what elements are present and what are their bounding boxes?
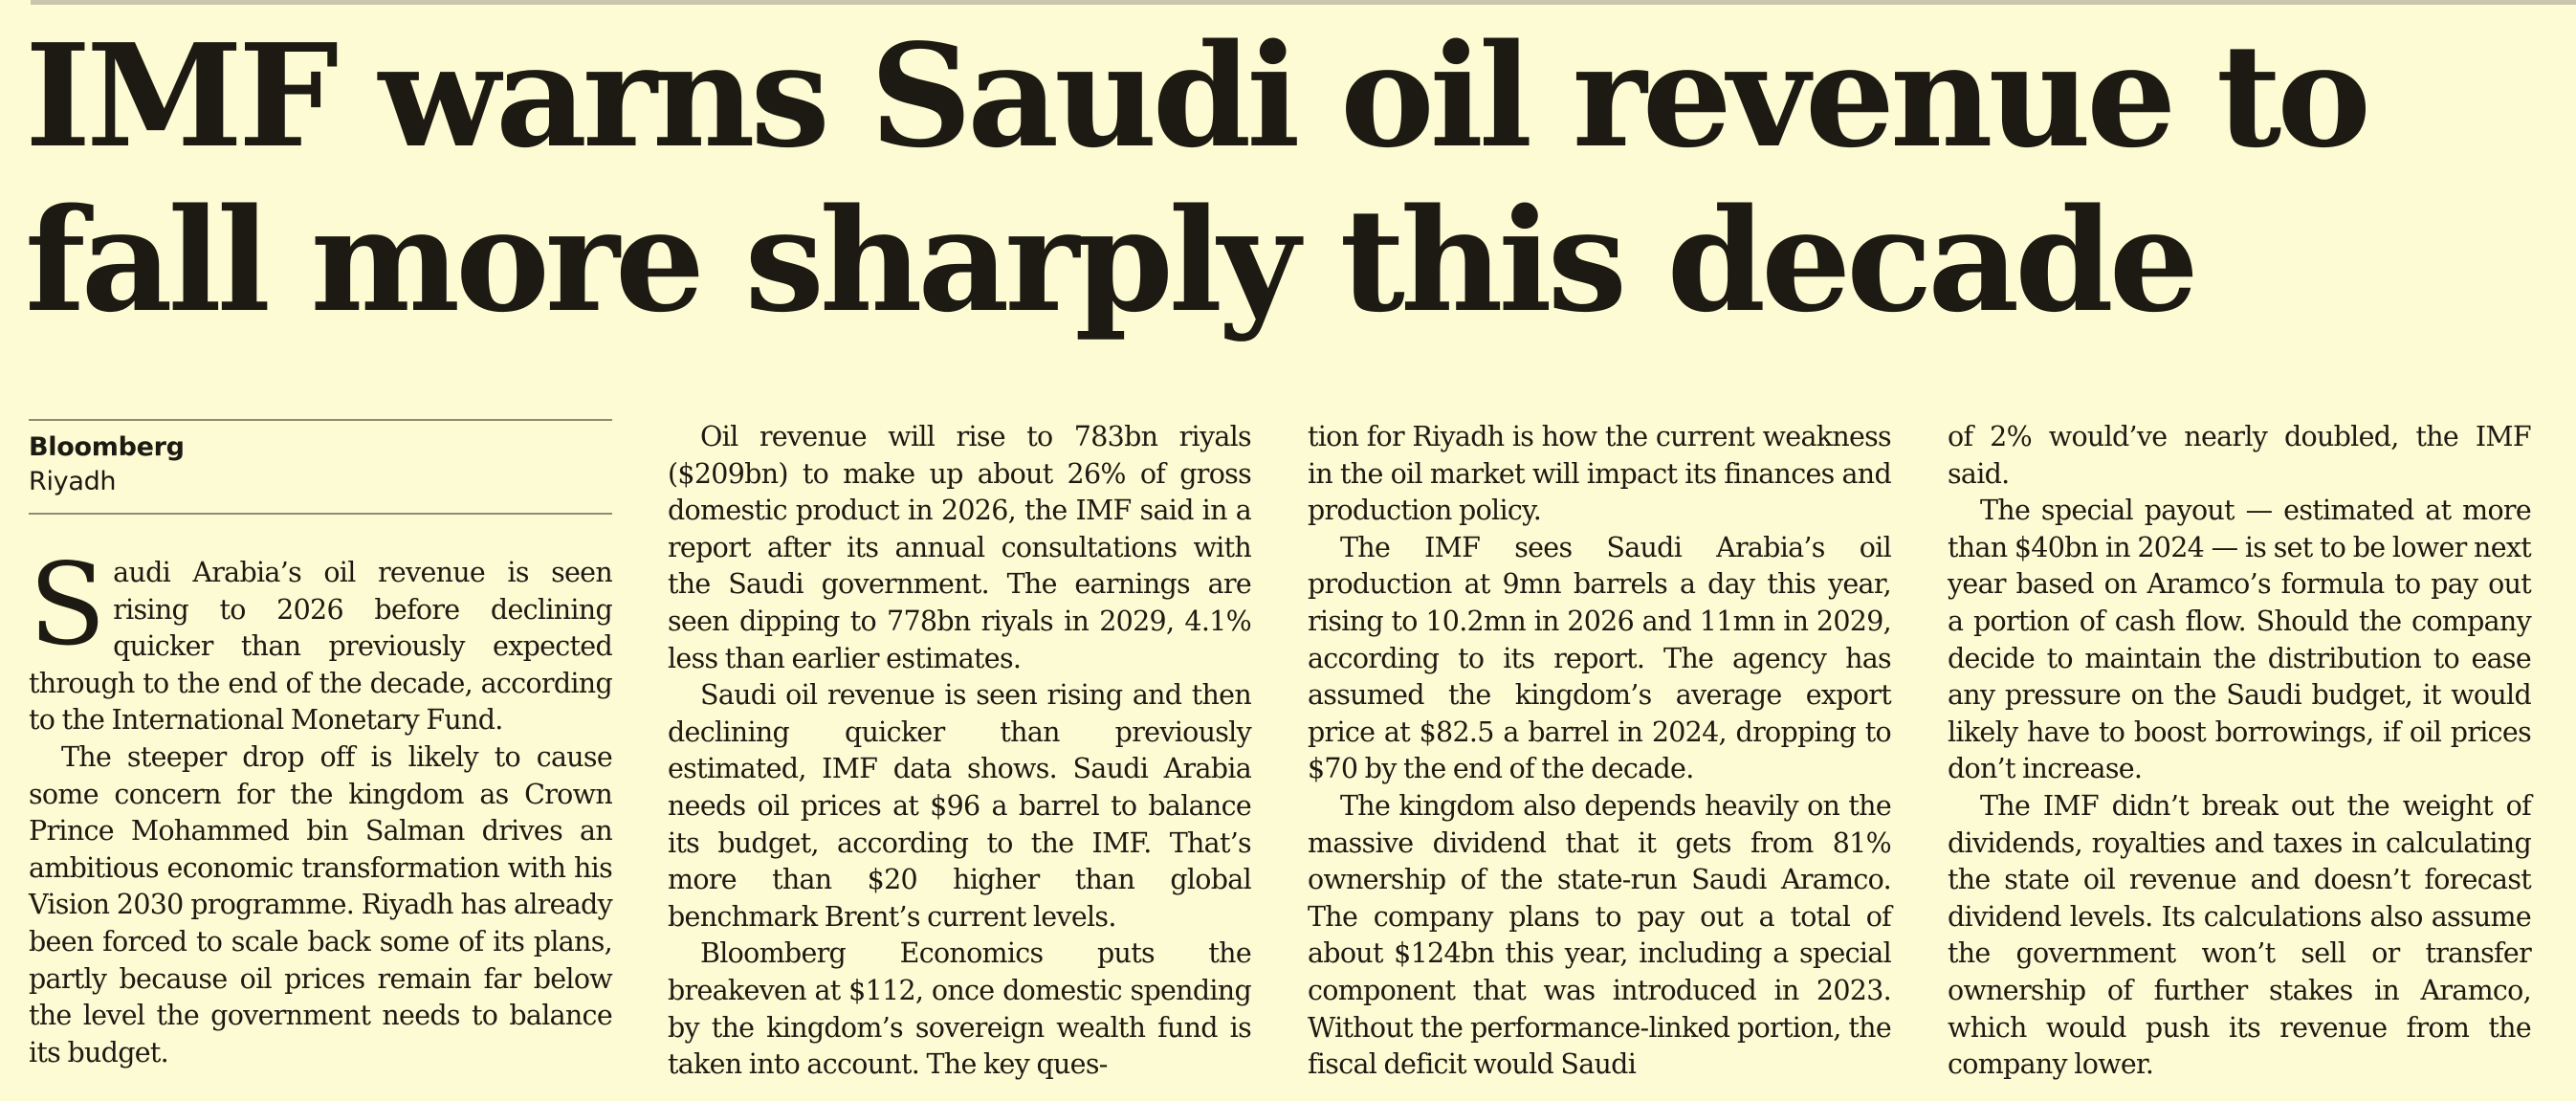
paragraph-1 [29,539,612,739]
byline-source: Bloomberg [29,432,185,462]
top-rule [31,0,2576,5]
drop-cap: S [29,539,106,671]
paragraph-7-part-1: The kingdom also depends heavily on the massive dividend that it gets from 81% ownership of the state-run Saudi Aramco. The company plans to pay out a total of about $124bn this year, including a special component that was introduced in 2023. Without the performance-linked portion, the fiscal deficit would Saudi [1308,789,1891,1081]
byline [29,419,612,515]
paragraph-4: Saudi oil revenue is seen rising and then declining quicker than previously estimated, IMF data shows. Saudi Arabia needs oil prices at $96 a barrel to balance its budget, according to the IMF. That’s more than $20 higher than global benchmark Brent’s current levels. [668,679,1251,933]
column-3 [1308,419,1891,1084]
paragraph-5-part-1: Bloomberg Economics puts the breakeven at $112, once domestic spending by the kingdom’s sovereign wealth fund is taken into account. The key ques- [668,937,1251,1081]
paragraph-8: The special payout — estimated at more than $40bn in 2024 — is set to be lower next year based on Aramco’s formula to pay out a portion of cash flow. Should the company decide to maintain the distribution to ease any pressure on the Saudi budget, it would likely have to boost borrowings, if oil prices don’t increase. [1948,495,2531,785]
paragraph-5-part-2: tion for Riyadh is how the current weakness in the oil market will impact its finances and production policy. [1308,421,1891,527]
headline [25,13,2560,342]
column-1 [29,419,612,1071]
paragraph-9: The IMF didn’t break out the weight of dividends, royalties and taxes in calculating the state oil revenue and doesn’t forecast dividend levels. Its calculations also assume the government won’t sell or transfer ownership of further stakes in Aramco, which would push its revenue from the company lower. [1948,789,2531,1081]
paragraph-7-part-2: of 2% would’ve nearly doubled, the IMF said. [1948,421,2531,490]
byline-location: Riyadh [29,467,117,496]
column-4 [1948,419,2531,1084]
column-2 [668,419,1251,1084]
article-body [29,419,2535,1089]
headline-line-2: fall more sharply this decade [25,177,2194,343]
paragraph-3: Oil revenue will rise to 783bn riyals ($209bn) to make up about 26% of gross domestic product in 2026, the IMF said in a report after its annual consultations with the Saudi government. The earnings are seen dipping to 778bn riyals in 2029, 4.1% less than earlier estimates. [668,421,1251,674]
paragraph-6: The IMF sees Saudi Arabia’s oil production at 9mn barrels a day this year, rising to 10.2mn in 2026 and 11mn in 2029, according to its report. The agency has assumed the kingdom’s average export price at $82.5 a barrel in 2024, dropping to $70 by the end of the decade. [1308,531,1891,785]
paragraph-2: The steeper drop off is likely to cause some concern for the kingdom as Crown Prince Mohammed bin Salman drives an ambitious economic transformation with his Vision 2030 programme. Riyadh has already been forced to scale back some of its plans, partly because oil prices remain far below the level the government needs to balance its budget. [29,740,612,1068]
paragraph-1-text: audi Arabia’s oil revenue is seen rising to 2026 before declining quicker than previously expected through to the end of the decade, according to the International Monetary Fund. [29,557,612,737]
headline-line-1: IMF warns Saudi oil revenue to [25,12,2367,179]
